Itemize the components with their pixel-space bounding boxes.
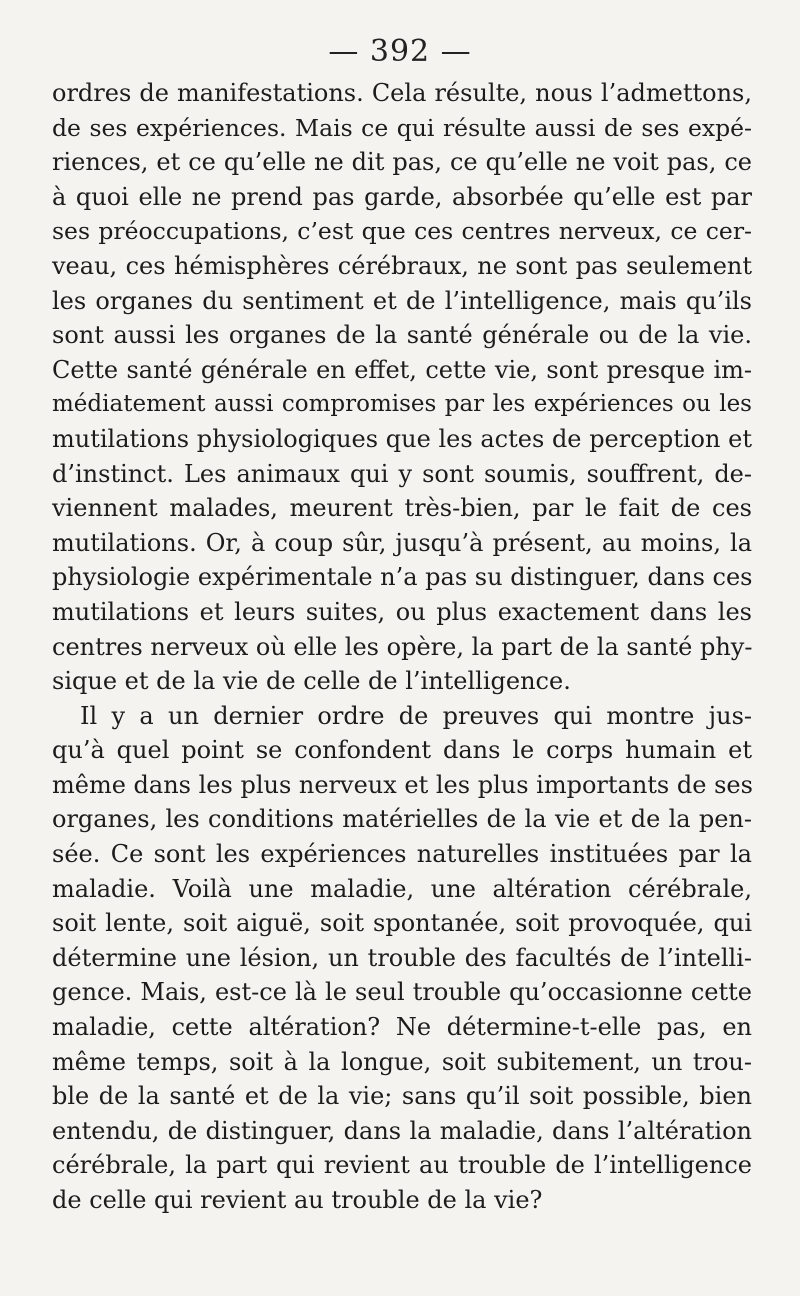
text-body <box>52 76 752 1218</box>
text-line: d’instinct. Les animaux qui y sont soumis, souffrent, de- <box>52 459 752 488</box>
page-number: — 392 — <box>328 34 472 69</box>
text-line: maladie, cette altération? Ne détermine-t-elle pas, en <box>52 1013 752 1042</box>
text-line: médiatement aussi compromises par les expériences ou les <box>52 391 752 418</box>
text-line: qu’à quel point se confondent dans le corps humain et <box>52 736 752 765</box>
text-line: mutilations physiologiques que les actes de perception et <box>52 424 752 453</box>
text-line: sont aussi les organes de la santé générale ou de la vie. <box>52 321 752 350</box>
text-line: physiologie expérimentale n’a pas su distinguer, dans ces <box>52 563 753 592</box>
text-line: entendu, de distinguer, dans la maladie, dans l’altération <box>52 1116 752 1145</box>
text-line: de ses expériences. Mais ce qui résulte aussi de ses expé- <box>52 113 752 142</box>
text-line: même dans les plus nerveux et les plus importants de ses <box>52 770 753 799</box>
text-line: sée. Ce sont les expériences naturelles instituées par la <box>52 840 752 869</box>
text-line: à quoi elle ne prend pas garde, absorbée qu’elle est par <box>52 182 752 211</box>
text-line: riences, et ce qu’elle ne dit pas, ce qu’elle ne voit pas, ce <box>52 148 752 177</box>
text-line: même temps, soit à la longue, soit subitement, un trou- <box>52 1047 752 1076</box>
text-line: Cette santé générale en effet, cette vie, sont presque im- <box>52 355 752 384</box>
text-line: viennent malades, meurent très-bien, par le fait de ces <box>52 494 752 523</box>
text-line: détermine une lésion, un trouble des facultés de l’intelli- <box>52 943 752 972</box>
text-line: mutilations. Or, à coup sûr, jusqu’à présent, au moins, la <box>52 528 752 557</box>
paragraph-end-line: de celle qui revient au trouble de la vie? <box>52 1186 543 1214</box>
paragraph-start-line: Il y a un dernier ordre de preuves qui montre jus- <box>80 701 752 730</box>
text-line: mutilations et leurs suites, ou plus exactement dans les <box>52 597 752 626</box>
text-line: gence. Mais, est-ce là le seul trouble qu’occasionne cette <box>52 978 752 1007</box>
text-line: organes, les conditions matérielles de la vie et de la pen- <box>52 805 752 834</box>
text-line: maladie. Voilà une maladie, une altération cérébrale, <box>52 874 752 903</box>
text-line: cérébrale, la part qui revient au trouble de l’intelligence <box>52 1151 752 1180</box>
text-line: centres nerveux où elle les opère, la part de la santé phy- <box>52 632 753 661</box>
text-line: ses préoccupations, c’est que ces centres nerveux, ce cer- <box>52 217 752 246</box>
paragraph-end-line: sique et de la vie de celle de l’intelligence. <box>52 667 571 696</box>
text-line: soit lente, soit aiguë, soit spontanée, soit provoquée, qui <box>52 909 752 938</box>
text-line: ble de la santé et de la vie; sans qu’il soit possible, bien <box>52 1082 752 1111</box>
text-line: les organes du sentiment et de l’intelligence, mais qu’ils <box>52 286 752 315</box>
text-line: veau, ces hémisphères cérébraux, ne sont pas seulement <box>52 251 752 280</box>
text-line: ordres de manifestations. Cela résulte, nous l’admettons, <box>52 79 752 107</box>
